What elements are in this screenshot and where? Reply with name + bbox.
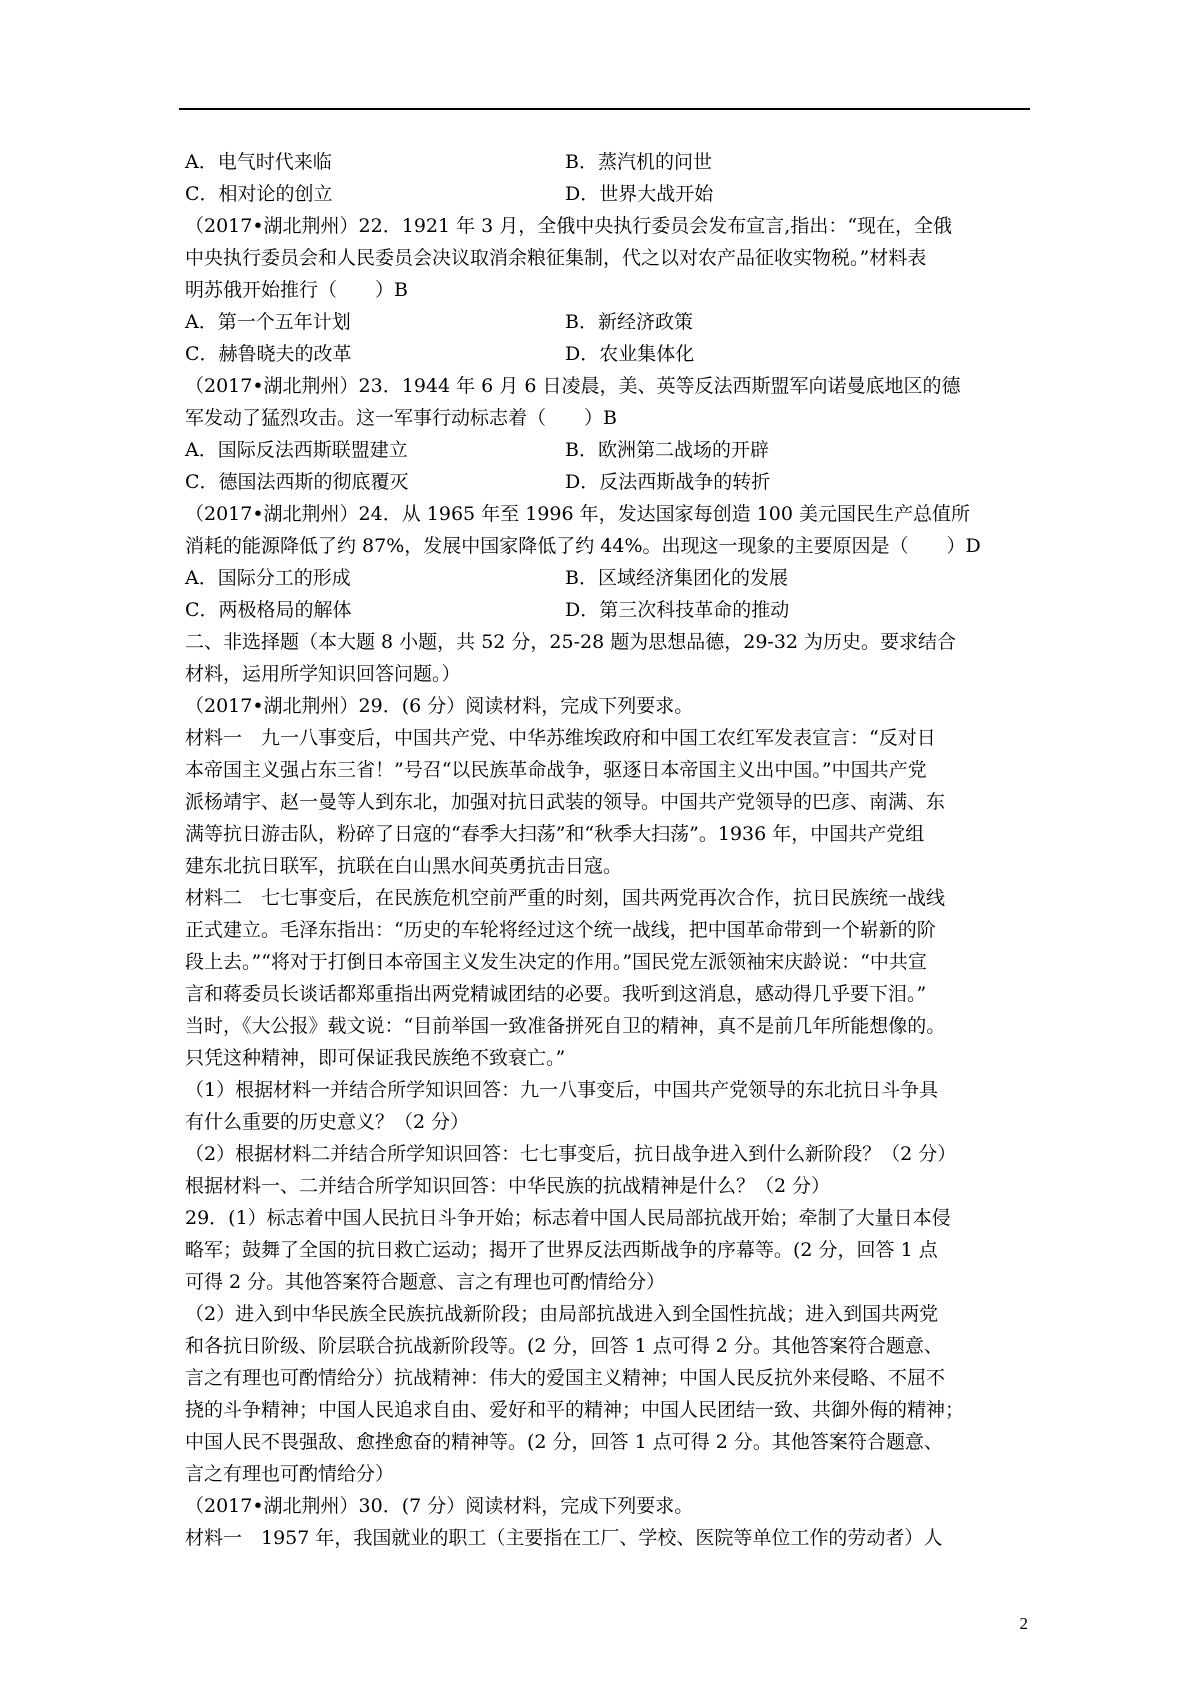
text-line: （2017•湖北荆州）24．从 1965 年至 1996 年，发达国家每创造 100 美元国民生产总值所 — [185, 503, 970, 525]
text-line: 派杨靖宇、赵一曼等人到东北，加强对抗日武装的领导。中国共产党领导的巴彦、南满、东 — [185, 791, 946, 813]
option-left: C．两极格局的解体 — [185, 599, 352, 621]
option-left: C．德国法西斯的彻底覆灭 — [185, 471, 409, 493]
option-row — [185, 338, 1030, 370]
text-line: （2017•湖北荆州）22．1921 年 3 月，全俄中央执行委员会发布宣言,指出：“现在，全俄 — [185, 215, 953, 237]
text-line: （2017•湖北荆州）23．1944 年 6 月 6 日凌晨，美、英等反法西斯盟军向诺曼底地区的德 — [185, 375, 961, 397]
option-right: D．反法西斯战争的转折 — [565, 471, 771, 493]
text-line: 可得 2 分。其他答案符合题意、言之有理也可酌情给分） — [185, 1271, 666, 1293]
text-line: 言之有理也可酌情给分）抗战精神：伟大的爱国主义精神；中国人民反抗外来侵略、不屈不 — [185, 1367, 946, 1389]
option-row — [185, 146, 1030, 178]
option-row — [185, 434, 1030, 466]
text-line: 军发动了猛烈攻击。这一军事行动标志着（ ）B — [185, 407, 617, 429]
text-line: 有什么重要的历史意义？（2 分） — [185, 1111, 470, 1133]
option-left: C．赫鲁晓夫的改革 — [185, 343, 352, 365]
text-line: 言之有理也可酌情给分） — [185, 1463, 395, 1485]
option-left: C．相对论的创立 — [185, 183, 333, 205]
text-line: 段上去。”“将对于打倒日本帝国主义发生决定的作用。”国民党左派领袖宋庆龄说：“中共宣 — [185, 951, 927, 973]
text-line: 和各抗日阶级、阶层联合抗战新阶段等。(2 分，回答 1 点可得 2 分。其他答案符合题意、 — [185, 1335, 943, 1357]
text-line: 本帝国主义强占东三省！”号召“以民族革命战争，驱逐日本帝国主义出中国。”中国共产党 — [185, 759, 927, 781]
option-left: A．国际分工的形成 — [185, 567, 351, 589]
text-line: 当时，《大公报》载文说：“目前举国一致准备拼死自卫的精神，真不是前几年所能想像的。 — [185, 1015, 946, 1037]
document-body — [185, 146, 1030, 1554]
text-line: 29．(1）标志着中国人民抗日斗争开始；标志着中国人民局部抗战开始；牵制了大量日本侵 — [185, 1207, 951, 1229]
text-line: （2017•湖北荆州）29．(6 分）阅读材料，完成下列要求。 — [185, 695, 694, 717]
text-line: 消耗的能源降低了约 87%，发展中国家降低了约 44%。出现这一现象的主要原因是（ ）D — [185, 535, 981, 557]
option-right: B．区域经济集团化的发展 — [565, 567, 788, 589]
text-line: 只凭这种精神，即可保证我民族绝不致衰亡。” — [185, 1047, 566, 1069]
text-line: 挠的斗争精神；中国人民追求自由、爱好和平的精神；中国人民团结一致、共御外侮的精神； — [185, 1399, 965, 1421]
option-row — [185, 178, 1030, 210]
text-line: （2017•湖北荆州）30．(7 分）阅读材料，完成下列要求。 — [185, 1495, 694, 1517]
page-number: 2 — [1019, 1614, 1028, 1633]
text-line: 材料，运用所学知识回答问题。） — [185, 663, 461, 685]
text-line: 根据材料一、二并结合所学知识回答：中华民族的抗战精神是什么？（2 分） — [185, 1175, 831, 1197]
text-line: （1）根据材料一并结合所学知识回答：九一八事变后，中国共产党领导的东北抗日斗争具 — [185, 1079, 939, 1101]
text-line: 材料一 1957 年，我国就业的职工（主要指在工厂、学校、医院等单位工作的劳动者）人 — [185, 1527, 943, 1549]
option-right: D．农业集体化 — [565, 343, 695, 365]
option-right: B．新经济政策 — [565, 311, 693, 333]
text-line: 中国人民不畏强敌、愈挫愈奋的精神等。(2 分，回答 1 点可得 2 分。其他答案符合题意、 — [185, 1431, 943, 1453]
option-right: B．蒸汽机的问世 — [565, 151, 712, 173]
text-line: 二、非选择题（本大题 8 小题，共 52 分，25-28 题为思想品德，29-32 为历史。要求结合 — [185, 631, 957, 653]
option-left: A．国际反法西斯联盟建立 — [185, 439, 408, 461]
text-line: 满等抗日游击队，粉碎了日寇的“春季大扫荡”和“秋季大扫荡”。1936 年，中国共产党组 — [185, 823, 925, 845]
option-row — [185, 466, 1030, 498]
text-line: 建东北抗日联军，抗联在白山黑水间英勇抗击日寇。 — [185, 855, 623, 877]
text-line: 略军；鼓舞了全国的抗日救亡运动；揭开了世界反法西斯战争的序幕等。(2 分，回答 1 点 — [185, 1239, 938, 1261]
option-left: A．电气时代来临 — [185, 151, 332, 173]
option-right: B．欧洲第二战场的开辟 — [565, 439, 769, 461]
text-line: （2）进入到中华民族全民族抗战新阶段；由局部抗战进入到全国性抗战；进入到国共两党 — [185, 1303, 939, 1325]
text-line: 材料一 九一八事变后，中国共产党、中华苏维埃政府和中国工农红军发表宣言：“反对日 — [185, 727, 936, 749]
option-right: D．世界大战开始 — [565, 183, 714, 205]
text-line: （2）根据材料二并结合所学知识回答：七七事变后，抗日战争进入到什么新阶段？（2 分） — [185, 1143, 957, 1165]
text-line: 正式建立。毛泽东指出：“历史的车轮将经过这个统一战线，把中国革命带到一个崭新的阶 — [185, 919, 936, 941]
text-line: 材料二 七七事变后，在民族危机空前严重的时刻，国共两党再次合作，抗日民族统一战线 — [185, 887, 946, 909]
option-row — [185, 594, 1030, 626]
text-line: 言和蒋委员长谈话都郑重指出两党精诚团结的必要。我听到这消息，感动得几乎要下泪。” — [185, 983, 927, 1005]
text-line: 明苏俄开始推行（ ）B — [185, 279, 408, 301]
option-right: D．第三次科技革命的推动 — [565, 599, 790, 621]
option-left: A．第一个五年计划 — [185, 311, 351, 333]
header-rule — [179, 108, 1030, 110]
option-row — [185, 562, 1030, 594]
text-line: 中央执行委员会和人民委员会决议取消余粮征集制，代之以对农产品征收实物税。”材料表 — [185, 247, 927, 269]
option-row — [185, 306, 1030, 338]
